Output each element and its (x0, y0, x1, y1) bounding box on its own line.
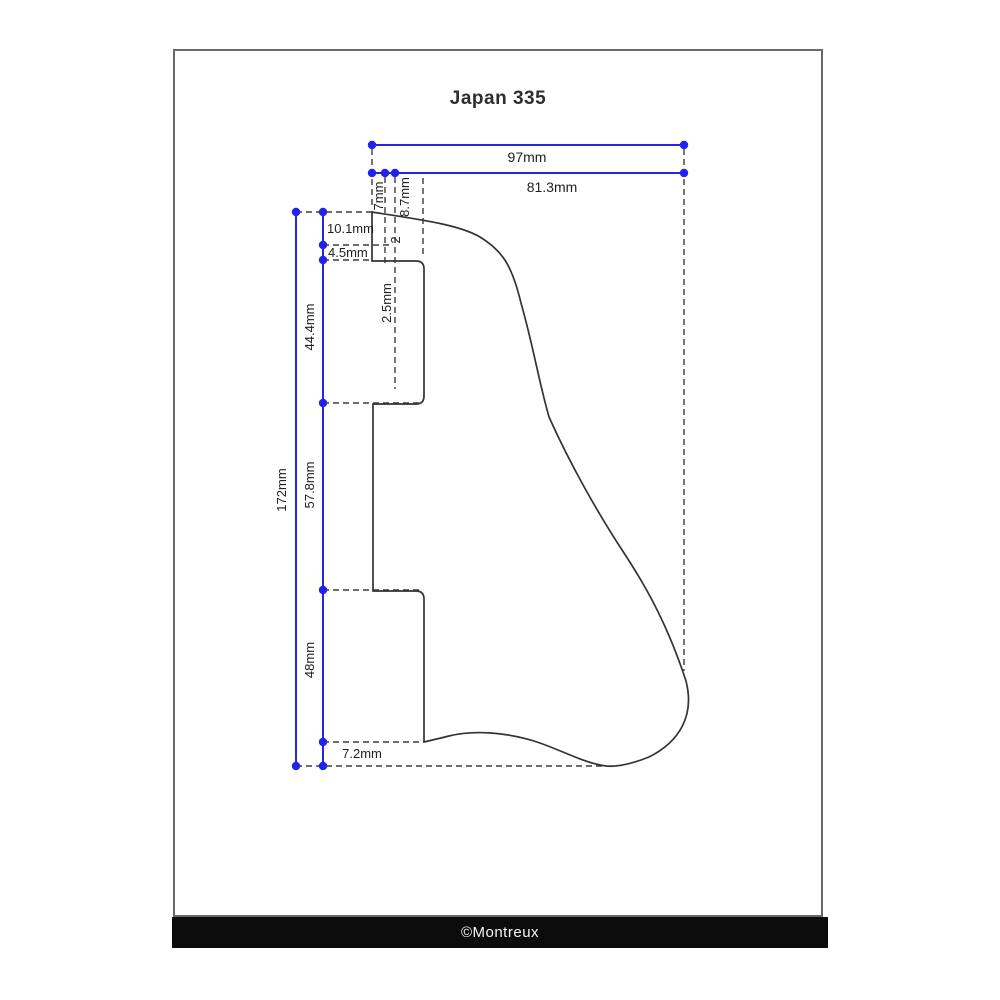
dimension-lines (296, 145, 684, 766)
dim-bottom-offset-label: 7.2mm (342, 746, 382, 761)
dim-total-height-label: 172mm (274, 468, 289, 512)
dim-upper-width-label: 81.3mm (526, 179, 578, 195)
dim-top-left-offset-label: 7mm (371, 181, 386, 211)
page-title: Japan 335 (449, 88, 547, 109)
dim-neck-cutout-label: 44.4mm (302, 303, 317, 351)
brand-label: ©Montreux (460, 924, 540, 941)
dim-top-right-offset-label: 8.7mm (397, 177, 412, 217)
pickguard-outline (372, 212, 688, 766)
dim-bridge-cutout-label: 48mm (302, 641, 317, 679)
dim-upper-height-b-label: 4.5mm (328, 245, 368, 260)
footer-bar (172, 917, 828, 948)
dim-middle-height-label: 57.8mm (302, 461, 317, 509)
dim-slot-inset-label: 2.5mm (379, 283, 394, 323)
extension-lines (296, 149, 684, 766)
dim-top-width-label: 97mm (507, 149, 547, 165)
dim-upper-height-a-label: 10.1mm (327, 221, 374, 236)
dim-edge-step-label: 2 (388, 236, 403, 244)
